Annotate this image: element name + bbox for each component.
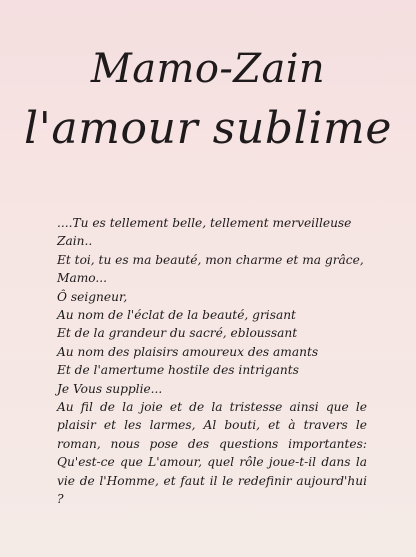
body-text: [57, 214, 367, 509]
body-line-5: Et de la grandeur du sacré, ebloussant: [57, 326, 298, 341]
title-line-2: l'amour sublime: [24, 103, 392, 154]
body-line-1: ....Tu es tellement belle, tellement merveilleuse Zain..: [57, 216, 352, 249]
title-block: [0, 38, 416, 160]
body-line-4: Au nom de l'éclat de la beauté, grisant: [57, 308, 296, 323]
body-line-6: Au nom des plaisirs amoureux des amants: [57, 344, 319, 359]
body-paragraph-final: Au fil de la joie et de la tristesse ainsi que le plaisir et les larmes, Al bouti, et à travers le roman, nous pose des questions importantes: Qu'est-ce que L'amour, quel rôle joue-t-il dans la vie de l'Homme, et faut il le redefinir aujourd'hui ?: [57, 400, 367, 507]
body-line-3: Ô seigneur,: [57, 289, 128, 304]
body-line-7: Et de l'amertume hostile des intrigants: [57, 363, 299, 378]
title-line-1: Mamo-Zain: [90, 46, 326, 92]
body-line-8: Je Vous supplie...: [57, 381, 163, 396]
body-line-2: Et toi, tu es ma beauté, mon charme et ma grâce, Mamo...: [57, 252, 364, 286]
